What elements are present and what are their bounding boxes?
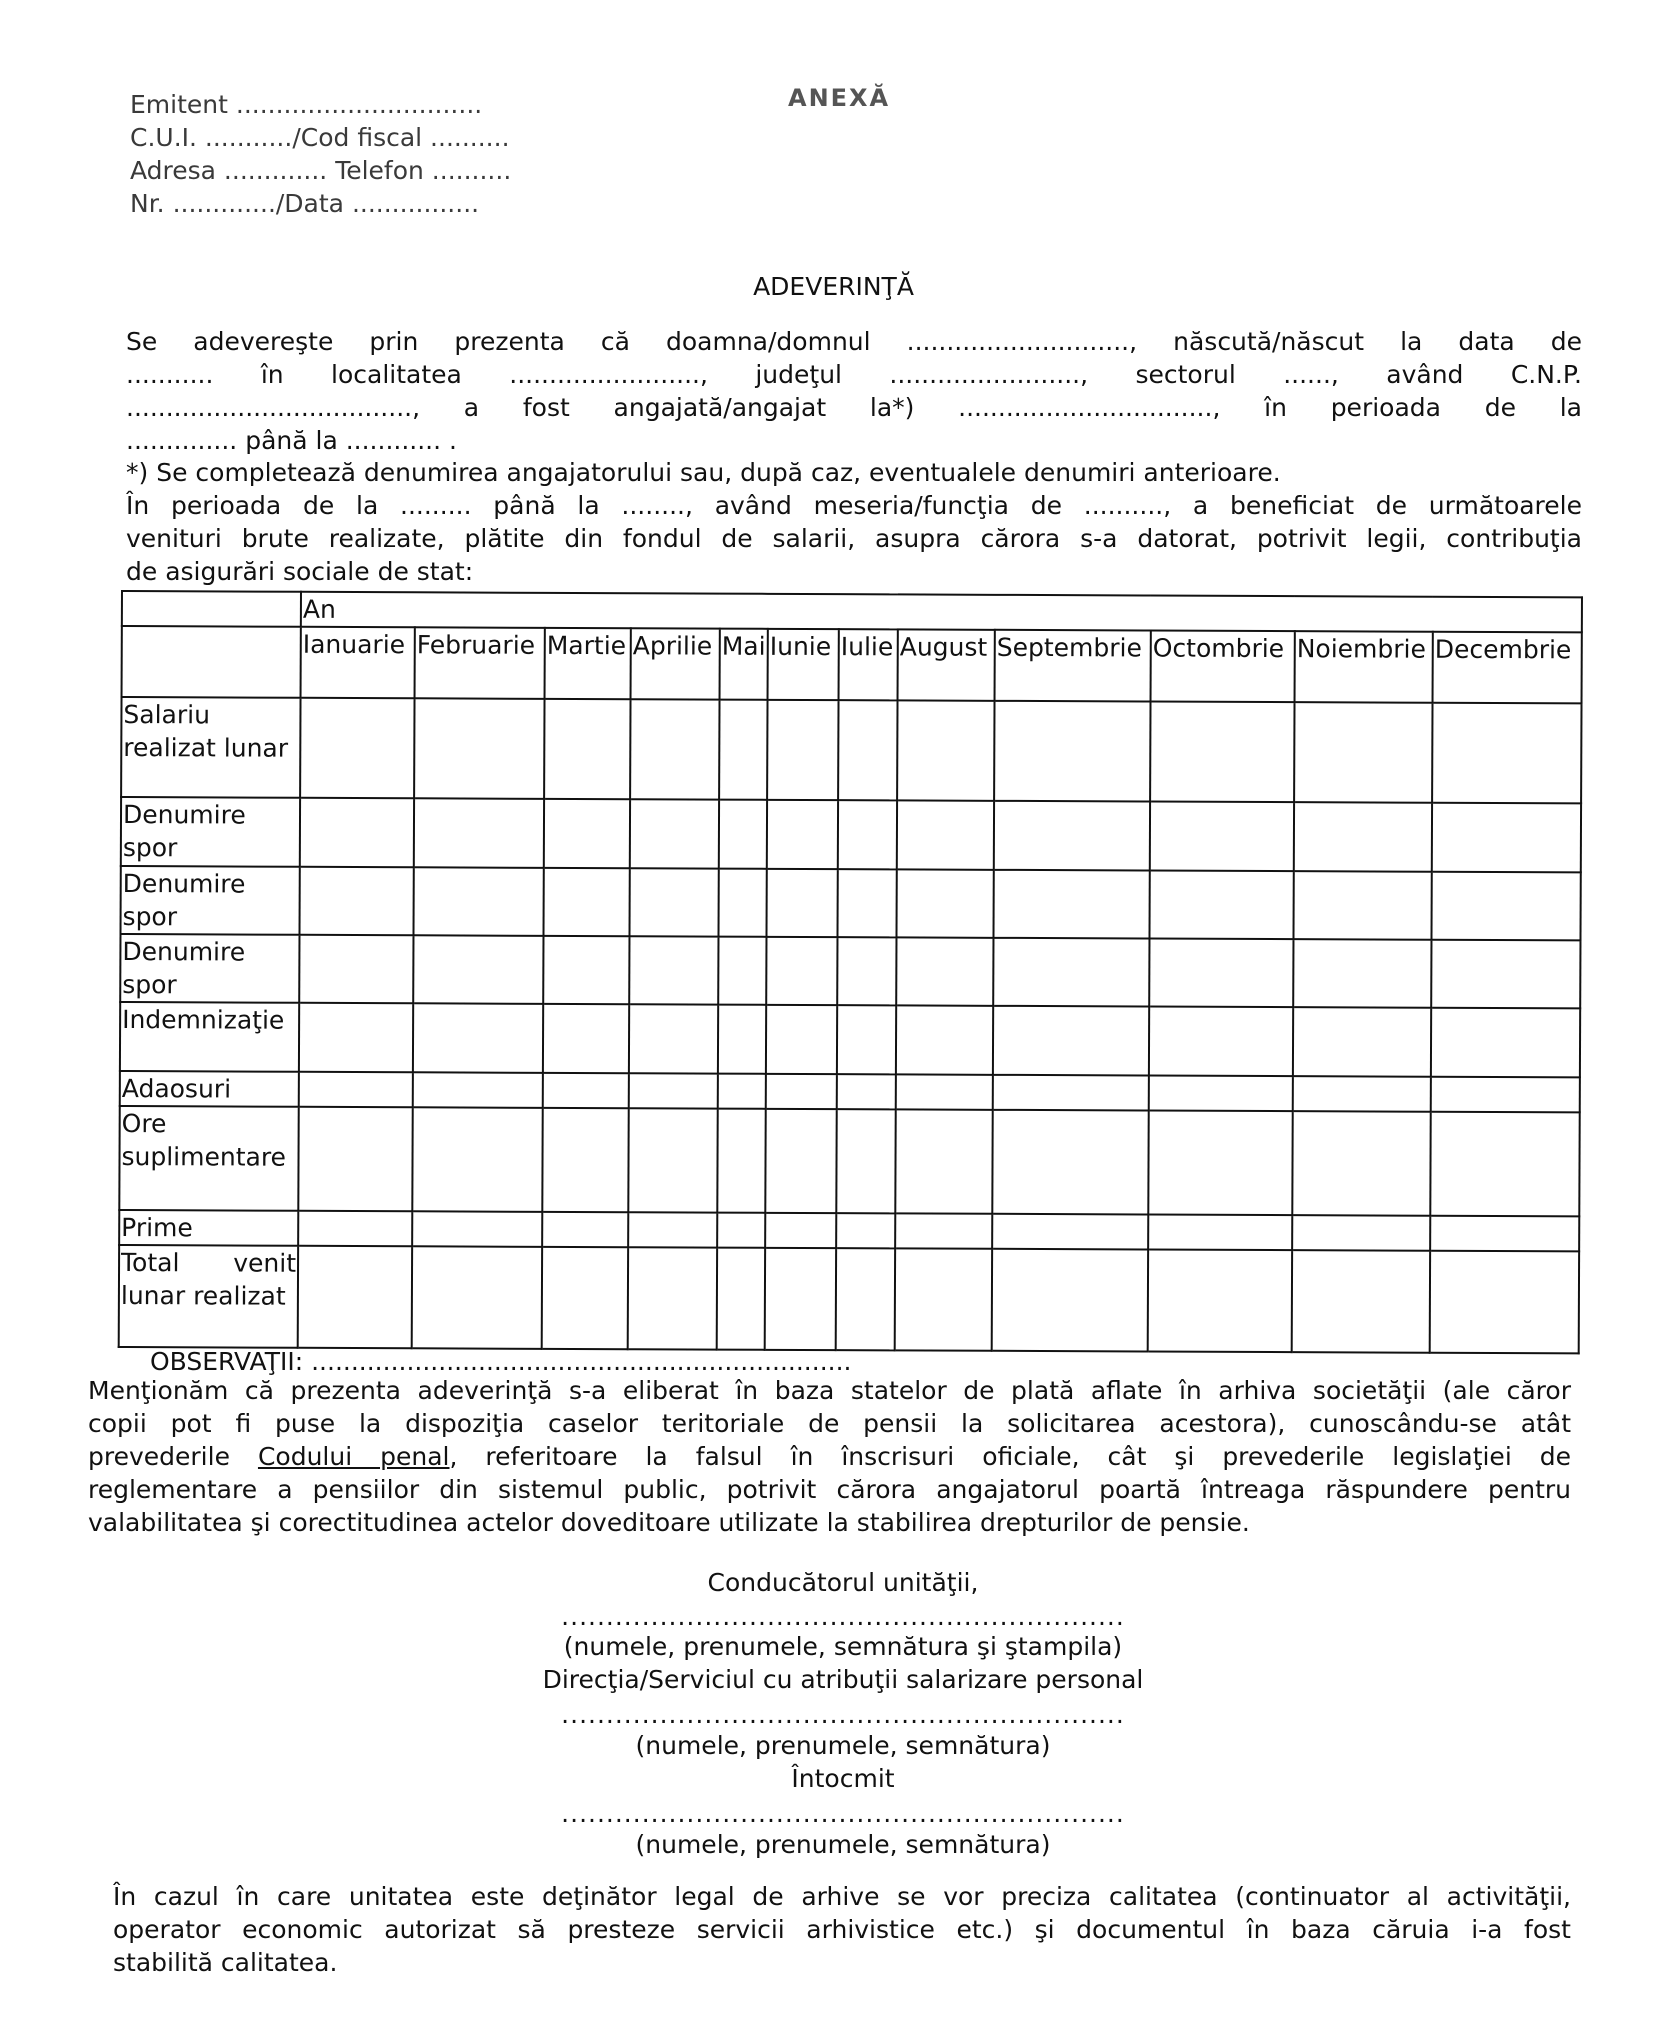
value-cell[interactable] bbox=[1432, 803, 1581, 873]
table-row bbox=[120, 866, 1580, 940]
value-cell[interactable] bbox=[718, 1074, 766, 1109]
month-header-cell: Iulie bbox=[839, 629, 898, 700]
value-cell[interactable] bbox=[542, 1212, 628, 1247]
month-header-cell: August bbox=[898, 629, 995, 700]
value-cell[interactable] bbox=[765, 1248, 836, 1350]
archive-note-line: operator economic autorizat să presteze servicii arhivistice etc.) şi documentul în baza căruia i-a fost bbox=[113, 1915, 1571, 1944]
month-header-cell: Ianuarie bbox=[301, 627, 415, 698]
value-cell[interactable] bbox=[1292, 1111, 1430, 1216]
row-label: Total venit lunar realizat bbox=[119, 1245, 298, 1348]
value-cell[interactable] bbox=[1148, 1249, 1292, 1352]
table-row bbox=[119, 1106, 1579, 1216]
row-label: Salariu realizat lunar bbox=[121, 697, 300, 798]
table-row bbox=[120, 1002, 1580, 1077]
value-cell[interactable] bbox=[993, 938, 1149, 1007]
value-cell[interactable] bbox=[542, 1108, 628, 1212]
value-cell[interactable] bbox=[1430, 1216, 1579, 1252]
value-cell[interactable] bbox=[1149, 870, 1293, 939]
certificate-title: ADEVERINŢĂ bbox=[753, 272, 914, 301]
value-cell[interactable] bbox=[836, 1213, 895, 1248]
value-cell[interactable] bbox=[299, 1003, 413, 1072]
value-cell[interactable] bbox=[718, 937, 766, 1005]
annex-title: ANEXĂ bbox=[788, 84, 891, 112]
value-cell[interactable] bbox=[1293, 1076, 1431, 1112]
value-cell[interactable] bbox=[630, 799, 719, 868]
value-cell[interactable] bbox=[993, 1075, 1149, 1111]
value-cell[interactable] bbox=[543, 1004, 629, 1073]
value-cell[interactable] bbox=[413, 1003, 543, 1073]
value-cell[interactable] bbox=[1148, 1110, 1292, 1215]
value-cell[interactable] bbox=[896, 1074, 993, 1109]
period-line: În perioada de la ......... până la ........, având meseria/funcţia de .........., a beneficiat de următoarele bbox=[126, 491, 1582, 520]
value-cell[interactable] bbox=[412, 1246, 542, 1349]
month-header-cell: Mai bbox=[720, 629, 768, 700]
penal-code-link[interactable]: Codului penal bbox=[257, 1442, 450, 1471]
row-label: Denumire spor bbox=[120, 866, 299, 935]
value-cell[interactable] bbox=[896, 869, 993, 937]
statement-line: reglementare a pensiilor din sistemul public, potrivit cărora angajatorul poartă întreaga răspundere pentru bbox=[88, 1475, 1571, 1504]
value-cell[interactable] bbox=[766, 1074, 837, 1109]
value-cell[interactable] bbox=[895, 1109, 992, 1213]
income-table bbox=[118, 590, 1583, 1354]
value-cell[interactable] bbox=[1149, 1075, 1293, 1111]
value-cell[interactable] bbox=[896, 937, 993, 1005]
value-cell[interactable] bbox=[837, 1074, 896, 1109]
statement-text: , referitoare la falsul în înscrisuri oficiale, cât şi prevederile legislaţiei de bbox=[449, 1442, 1571, 1471]
value-cell[interactable] bbox=[543, 868, 629, 936]
value-cell[interactable] bbox=[719, 700, 767, 800]
prepared-by-title: Întocmit bbox=[791, 1764, 895, 1793]
value-cell[interactable] bbox=[544, 799, 630, 868]
value-cell[interactable] bbox=[766, 937, 837, 1005]
intro-line: .............. până la ............ . bbox=[126, 426, 457, 455]
table-row bbox=[121, 697, 1581, 803]
month-header-cell: Noiembrie bbox=[1295, 631, 1433, 703]
value-cell[interactable] bbox=[412, 1211, 542, 1247]
value-cell[interactable] bbox=[766, 869, 837, 937]
value-cell[interactable] bbox=[298, 1246, 412, 1348]
value-cell[interactable] bbox=[767, 700, 838, 800]
payroll-dept-title: Direcţia/Serviciul cu atribuţii salarizare personal bbox=[542, 1665, 1144, 1694]
row-label: Ore suplimentare bbox=[119, 1106, 298, 1211]
prepared-by-signature-line[interactable]: ............................................................... bbox=[561, 1799, 1125, 1828]
value-cell[interactable] bbox=[766, 1005, 837, 1074]
head-of-unit-caption: (numele, prenumele, semnătura şi ştampila) bbox=[563, 1632, 1123, 1661]
value-cell[interactable] bbox=[717, 1213, 765, 1248]
statement-text: prevederile bbox=[88, 1442, 258, 1471]
value-cell[interactable] bbox=[992, 1249, 1148, 1352]
value-cell[interactable] bbox=[298, 1107, 412, 1211]
archive-note-line: stabilită calitatea. bbox=[113, 1948, 338, 1977]
prepared-by-caption: (numele, prenumele, semnătura) bbox=[635, 1830, 1051, 1859]
value-cell[interactable] bbox=[895, 1248, 992, 1350]
month-header-cell: Martie bbox=[545, 628, 631, 699]
value-cell[interactable] bbox=[897, 800, 994, 869]
value-cell[interactable] bbox=[299, 867, 413, 935]
value-cell[interactable] bbox=[895, 1213, 992, 1248]
period-line: venituri brute realizate, plătite din fondul de salarii, asupra cărora s-a datorat, potrivit legii, contribuţia bbox=[126, 524, 1582, 553]
value-cell[interactable] bbox=[1430, 1251, 1579, 1354]
employer-footnote: *) Se completează denumirea angajatorului sau, după caz, eventualele denumiri anterioare. bbox=[126, 458, 1281, 487]
corner-cell bbox=[122, 591, 301, 627]
value-cell[interactable] bbox=[298, 1211, 412, 1246]
value-cell[interactable] bbox=[414, 798, 544, 868]
table-row bbox=[120, 934, 1580, 1008]
statement-line: valabilitatea şi corectitudinea actelor doveditoare utilizate la stabilirea drepturilor de pensie. bbox=[88, 1508, 1250, 1537]
income-table-wrapper bbox=[118, 590, 1583, 1354]
value-cell[interactable] bbox=[897, 700, 994, 800]
value-cell[interactable] bbox=[718, 1005, 766, 1074]
value-cell[interactable] bbox=[300, 698, 414, 798]
value-cell[interactable] bbox=[1294, 802, 1432, 872]
issuer-number-date-field[interactable]: Nr. ............./Data ................ bbox=[130, 189, 480, 218]
head-of-unit-signature-line[interactable]: ............................................................... bbox=[561, 1602, 1125, 1631]
row-label: Indemnizaţie bbox=[120, 1002, 299, 1072]
intro-line: Se adevereşte prin prezenta că doamna/domnul ............................, născută/născut la data de bbox=[126, 327, 1582, 356]
month-header-cell: Decembrie bbox=[1433, 632, 1582, 704]
value-cell[interactable] bbox=[1150, 801, 1294, 871]
value-cell[interactable] bbox=[412, 1107, 542, 1212]
row-label: Adaosuri bbox=[120, 1071, 299, 1107]
value-cell[interactable] bbox=[629, 936, 718, 1004]
value-cell[interactable] bbox=[1292, 1250, 1430, 1353]
row-label: Prime bbox=[119, 1210, 298, 1246]
issuer-name-field[interactable]: Emitent ............................... bbox=[130, 90, 483, 119]
value-cell[interactable] bbox=[838, 700, 897, 800]
statement-line: Menţionăm că prezenta adeverinţă s-a eliberat în baza statelor de plată aflate în arhiva societăţii (ale căror bbox=[88, 1376, 1571, 1405]
value-cell[interactable] bbox=[1293, 871, 1431, 940]
table-row bbox=[121, 797, 1581, 872]
value-cell[interactable] bbox=[413, 867, 543, 936]
statement-line: copii pot fi puse la dispoziţia caselor teritoriale de pensii la solicitarea acestora), cunoscându-se atât bbox=[88, 1409, 1571, 1438]
value-cell[interactable] bbox=[836, 1248, 895, 1350]
value-cell[interactable] bbox=[1294, 702, 1432, 803]
value-cell[interactable] bbox=[628, 1212, 717, 1247]
value-cell[interactable] bbox=[836, 1109, 895, 1213]
value-cell[interactable] bbox=[300, 798, 414, 867]
value-cell[interactable] bbox=[1148, 1214, 1292, 1250]
value-cell[interactable] bbox=[992, 1110, 1148, 1215]
value-cell[interactable] bbox=[543, 1073, 629, 1108]
value-cell[interactable] bbox=[1150, 701, 1294, 802]
value-cell[interactable] bbox=[837, 1005, 896, 1074]
value-cell[interactable] bbox=[994, 801, 1150, 871]
value-cell[interactable] bbox=[1431, 940, 1580, 1009]
value-cell[interactable] bbox=[717, 1109, 765, 1213]
statement-line bbox=[88, 1440, 1571, 1473]
value-cell[interactable] bbox=[896, 1005, 993, 1074]
head-of-unit-title: Conducătorul unităţii, bbox=[707, 1568, 979, 1597]
value-cell[interactable] bbox=[1431, 872, 1580, 941]
value-cell[interactable] bbox=[629, 1004, 718, 1073]
row-label: Denumire spor bbox=[121, 797, 300, 867]
value-cell[interactable] bbox=[765, 1109, 836, 1213]
row-label: Denumire spor bbox=[120, 934, 299, 1003]
value-cell[interactable] bbox=[719, 800, 767, 869]
value-cell[interactable] bbox=[837, 869, 896, 937]
issuer-cui-field[interactable]: C.U.I. .........../Cod fiscal .......... bbox=[130, 123, 510, 152]
month-header-cell: Iunie bbox=[768, 629, 839, 700]
value-cell[interactable] bbox=[838, 800, 897, 869]
issuer-address-field[interactable]: Adresa ............. Telefon .......... bbox=[130, 156, 512, 185]
value-cell[interactable] bbox=[1431, 1077, 1580, 1113]
month-header-cell: Februarie bbox=[415, 627, 545, 699]
value-cell[interactable] bbox=[837, 937, 896, 1005]
value-cell[interactable] bbox=[767, 800, 838, 869]
value-cell[interactable] bbox=[993, 1006, 1149, 1076]
month-header-row bbox=[122, 626, 1582, 703]
value-cell[interactable] bbox=[544, 699, 630, 799]
value-cell[interactable] bbox=[629, 1073, 718, 1108]
value-cell[interactable] bbox=[299, 1072, 413, 1107]
value-cell[interactable] bbox=[717, 1248, 765, 1350]
intro-line: ...................................., a fost angajată/angajat la*) ................................, în perioada de la bbox=[126, 393, 1582, 422]
corner-cell bbox=[122, 626, 301, 698]
value-cell[interactable] bbox=[1432, 703, 1581, 804]
value-cell[interactable] bbox=[1149, 1006, 1293, 1076]
value-cell[interactable] bbox=[413, 1072, 543, 1108]
value-cell[interactable] bbox=[629, 868, 718, 936]
value-cell[interactable] bbox=[1430, 1112, 1579, 1217]
value-cell[interactable] bbox=[1292, 1215, 1430, 1251]
payroll-signature-line[interactable]: ............................................................... bbox=[561, 1700, 1125, 1729]
archive-note-line: În cazul în care unitatea este deţinător legal de arhive se vor preciza calitatea (continuator al activităţii, bbox=[113, 1882, 1571, 1911]
value-cell[interactable] bbox=[543, 936, 629, 1004]
month-header-cell: Octombrie bbox=[1151, 630, 1295, 702]
table-row bbox=[119, 1245, 1579, 1353]
value-cell[interactable] bbox=[542, 1247, 628, 1349]
value-cell[interactable] bbox=[1293, 1007, 1431, 1077]
period-line: de asigurări sociale de stat: bbox=[126, 557, 474, 586]
value-cell[interactable] bbox=[994, 701, 1150, 802]
value-cell[interactable] bbox=[1431, 1008, 1580, 1078]
observations-field[interactable]: OBSERVAŢII: .................................................................... bbox=[150, 1347, 852, 1376]
value-cell[interactable] bbox=[413, 935, 543, 1004]
value-cell[interactable] bbox=[628, 1247, 717, 1349]
month-header-cell: Aprilie bbox=[631, 628, 720, 699]
value-cell[interactable] bbox=[1293, 939, 1431, 1008]
value-cell[interactable] bbox=[299, 935, 413, 1003]
value-cell[interactable] bbox=[993, 870, 1149, 939]
payroll-caption: (numele, prenumele, semnătura) bbox=[635, 1731, 1051, 1760]
value-cell[interactable] bbox=[765, 1213, 836, 1248]
year-cell[interactable]: An bbox=[301, 592, 1582, 633]
value-cell[interactable] bbox=[414, 698, 544, 799]
value-cell[interactable] bbox=[992, 1214, 1148, 1250]
month-header-cell: Septembrie bbox=[995, 630, 1151, 702]
intro-line: ........... în localitatea ........................, judeţul ........................, sectorul ......, având C.N.P. bbox=[126, 360, 1582, 389]
value-cell[interactable] bbox=[628, 1108, 717, 1212]
value-cell[interactable] bbox=[1149, 938, 1293, 1007]
value-cell[interactable] bbox=[630, 699, 719, 799]
value-cell[interactable] bbox=[718, 869, 766, 937]
